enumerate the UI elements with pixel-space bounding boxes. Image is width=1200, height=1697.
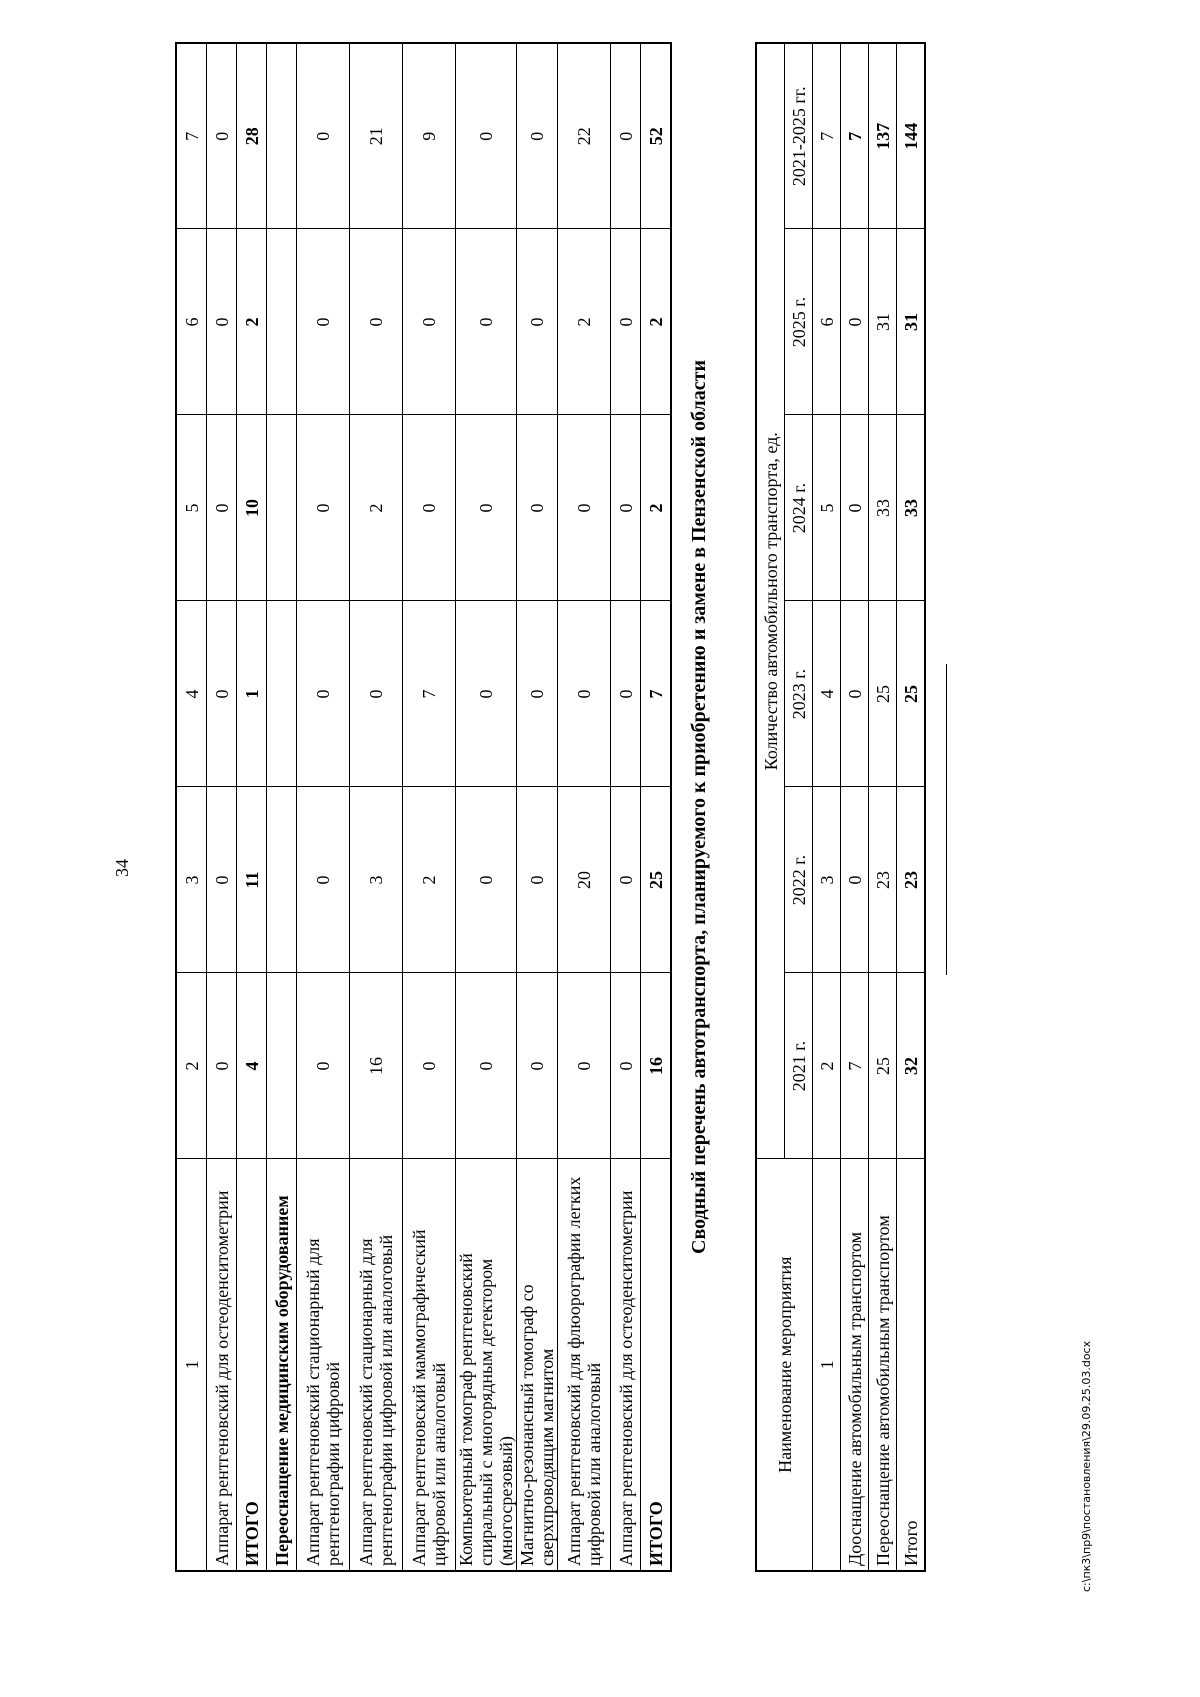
row-value: 0 — [403, 973, 456, 1159]
row-value: 0 — [611, 415, 641, 601]
row-total: 7 — [841, 43, 869, 229]
row-value: 0 — [207, 601, 237, 787]
header-cell: 4 — [176, 601, 207, 787]
row-value: 21 — [350, 43, 403, 229]
row-name: Аппарат рентгеновский стационарный для рентгенографии цифровой — [297, 1159, 350, 1571]
row-value: 2 — [558, 229, 611, 415]
table-row — [841, 43, 869, 1571]
row-value: 0 — [841, 601, 869, 787]
row-value: 31 — [869, 229, 897, 415]
row-value: 25 — [869, 973, 897, 1159]
row-value — [267, 973, 297, 1159]
row-value: 23 — [869, 787, 897, 973]
table-row — [207, 43, 237, 1571]
row-value: 25 — [869, 601, 897, 787]
equipment-table — [175, 42, 672, 1572]
row-value: 2 — [641, 229, 672, 415]
row-value — [267, 229, 297, 415]
column-number: 3 — [813, 787, 841, 973]
row-value: 0 — [517, 415, 558, 601]
row-value: 0 — [350, 601, 403, 787]
vehicles-table — [755, 42, 926, 1572]
row-value: 0 — [517, 973, 558, 1159]
numbering-row — [813, 43, 841, 1571]
page-number: 34 — [112, 859, 132, 877]
row-value: 4 — [237, 973, 267, 1159]
row-value — [267, 787, 297, 973]
row-value: 2 — [237, 229, 267, 415]
table-row — [611, 43, 641, 1571]
year-cell: 2023 г. — [785, 601, 813, 787]
row-total: 137 — [869, 43, 897, 229]
end-rule — [946, 664, 947, 975]
row-value: 3 — [350, 787, 403, 973]
row-value: 0 — [558, 973, 611, 1159]
row-value: 2 — [403, 787, 456, 973]
row-value: 33 — [869, 415, 897, 601]
header-cell: 7 — [176, 43, 207, 229]
row-value: 0 — [517, 601, 558, 787]
year-cell: 2025 г. — [785, 229, 813, 415]
section-title: Сводный перечень автотранспорта, планируемого к приобретению и замене в Пензенской области — [688, 360, 710, 1254]
row-name: Аппарат рентгеновский маммографический цифровой или аналоговый — [403, 1159, 456, 1571]
row-name: Переоснащение автомобильным транспортом — [869, 1159, 897, 1571]
row-name: Аппарат рентгеновский для остеоденситометрии — [611, 1159, 641, 1571]
table-header-row — [176, 43, 207, 1571]
row-value: 0 — [403, 415, 456, 601]
row-value: 0 — [297, 787, 350, 973]
row-value: 10 — [237, 415, 267, 601]
row-value: 0 — [517, 787, 558, 973]
row-value — [267, 601, 297, 787]
row-value: 7 — [641, 601, 672, 787]
column-number: 4 — [813, 601, 841, 787]
row-value: 16 — [641, 973, 672, 1159]
row-value: 0 — [456, 601, 517, 787]
table-row — [558, 43, 611, 1571]
row-value: 32 — [897, 973, 926, 1159]
row-value: 25 — [897, 601, 926, 787]
header-cell: 1 — [176, 1159, 207, 1571]
table-row-total — [897, 43, 926, 1571]
group-header: Количество автомобильного транспорта, ед. — [756, 43, 785, 1159]
row-value: 0 — [207, 415, 237, 601]
row-value: 0 — [841, 787, 869, 973]
row-value: 0 — [297, 601, 350, 787]
column-number: 6 — [813, 229, 841, 415]
year-cell: 2022 г. — [785, 787, 813, 973]
row-name: Дооснащение автомобильным транспортом — [841, 1159, 869, 1571]
header-cell: 6 — [176, 229, 207, 415]
row-value: 0 — [207, 229, 237, 415]
row-value: 1 — [237, 601, 267, 787]
row-value: 0 — [403, 229, 456, 415]
row-value: 0 — [517, 43, 558, 229]
row-name: Итого — [897, 1159, 926, 1571]
row-value: 2 — [641, 415, 672, 601]
row-value: 0 — [456, 415, 517, 601]
row-value: 0 — [207, 973, 237, 1159]
table-row — [297, 43, 350, 1571]
table-row — [350, 43, 403, 1571]
table-row-total — [237, 43, 267, 1571]
table-row — [456, 43, 517, 1571]
row-value: 7 — [403, 601, 456, 787]
row-value: 0 — [456, 229, 517, 415]
row-value: 28 — [237, 43, 267, 229]
row-value: 52 — [641, 43, 672, 229]
name-header: Наименование мероприятия — [756, 1159, 813, 1571]
row-total: 144 — [897, 43, 926, 229]
row-value: 0 — [297, 973, 350, 1159]
row-value: 0 — [207, 787, 237, 973]
row-value — [267, 43, 297, 229]
row-name: Аппарат рентгеновский стационарный для рентгенографии цифровой или аналоговый — [350, 1159, 403, 1571]
row-value: 0 — [558, 601, 611, 787]
row-value: 31 — [897, 229, 926, 415]
table-row — [517, 43, 558, 1571]
row-value: 0 — [297, 229, 350, 415]
table-header-row — [756, 43, 785, 1571]
row-value: 22 — [558, 43, 611, 229]
row-value: 0 — [611, 973, 641, 1159]
row-value: 33 — [897, 415, 926, 601]
row-value: 0 — [456, 787, 517, 973]
year-cell: 2024 г. — [785, 415, 813, 601]
column-number: 5 — [813, 415, 841, 601]
column-number: 1 — [813, 1159, 841, 1571]
table-row — [869, 43, 897, 1571]
section-heading: Переоснащение медицинским оборудованием — [267, 1159, 297, 1571]
row-value: 0 — [207, 43, 237, 229]
row-value: 0 — [611, 43, 641, 229]
table-section-row — [267, 43, 297, 1571]
row-value: 11 — [237, 787, 267, 973]
header-cell: 2 — [176, 973, 207, 1159]
row-value: 9 — [403, 43, 456, 229]
row-value: 7 — [841, 973, 869, 1159]
row-value: 0 — [841, 415, 869, 601]
row-value: 0 — [350, 229, 403, 415]
row-name: Магнитно-резонансный томограф со сверхпроводящим магнитом — [517, 1159, 558, 1571]
row-name: Аппарат рентгеновский для остеоденситометрии — [207, 1159, 237, 1571]
column-number: 7 — [813, 43, 841, 229]
row-name: Компьютерный томограф рентгеновский спиральный с многорядным детектором (многосрезовый) — [456, 1159, 517, 1571]
header-cell: 5 — [176, 415, 207, 601]
row-name: ИТОГО — [237, 1159, 267, 1571]
row-value: 0 — [611, 787, 641, 973]
row-value: 0 — [297, 415, 350, 601]
footer-file-path: c:\пк3\пр9\постановления\29.09.25.03.docx — [1080, 1340, 1093, 1592]
row-value: 20 — [558, 787, 611, 973]
year-cell: 2021-2025 гг. — [785, 43, 813, 229]
row-value: 23 — [897, 787, 926, 973]
row-value: 0 — [517, 229, 558, 415]
row-value: 16 — [350, 973, 403, 1159]
row-value: 0 — [456, 973, 517, 1159]
row-value: 0 — [611, 601, 641, 787]
row-name: ИТОГО — [641, 1159, 672, 1571]
row-value: 0 — [841, 229, 869, 415]
row-name: Аппарат рентгеновский для флюорографии легких цифровой или аналоговый — [558, 1159, 611, 1571]
row-value: 0 — [456, 43, 517, 229]
row-value: 0 — [611, 229, 641, 415]
row-value — [267, 415, 297, 601]
table-row-total — [641, 43, 672, 1571]
row-value: 0 — [297, 43, 350, 229]
column-number: 2 — [813, 973, 841, 1159]
year-cell: 2021 г. — [785, 973, 813, 1159]
row-value: 25 — [641, 787, 672, 973]
row-value: 2 — [350, 415, 403, 601]
row-value: 0 — [558, 415, 611, 601]
table-row — [403, 43, 456, 1571]
header-cell: 3 — [176, 787, 207, 973]
